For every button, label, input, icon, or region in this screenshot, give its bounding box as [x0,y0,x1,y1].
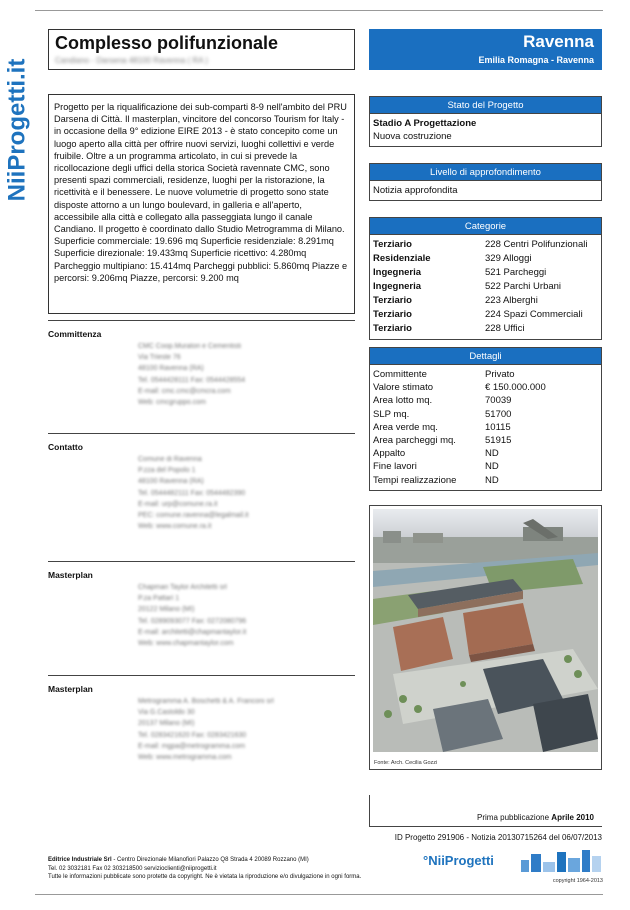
project-id-line: ID Progetto 291906 - Notizia 20130715264 del 06/07/2013 [394,833,602,842]
dettaglio-value: 70039 [485,395,512,407]
dettaglio-row [373,474,598,487]
entity-line: Web: www.comune.ra.it [138,523,212,531]
entity-line: E-mail: architetti@chapmantaylor.it [138,628,247,636]
entity-line: Web: cmcgruppo.com [138,399,206,407]
title-box [48,29,355,70]
categoria-sector: Ingegneria [373,281,422,292]
categoria-sector: Ingegneria [373,267,422,278]
project-rendering-image [373,509,598,752]
stato-heading: Stato del Progetto [370,97,601,114]
divider [48,561,355,562]
top-rule [35,10,603,11]
footer-address: - Centro Direzionale Milanofiori Palazzo Q8 Strada 4 20089 Rozzano (MI) [111,857,309,863]
dettaglio-row [373,368,598,381]
dettaglio-label: Valore stimato [373,382,434,394]
entity-line: Via G.Castoldo 30 [138,709,195,717]
entity-line: CMC Coop.Muratori e Cementisti [138,343,242,350]
publication-date: Aprile 2010 [551,813,594,822]
entity-line: 48100 Ravenna (RA) [138,478,204,486]
entity-line: Web: www.chapmantaylor.com [138,640,234,648]
project-description: Progetto per la riqualificazione dei sub-comparti 8-9 nell'ambito del PRU Darsena di Città. Il masterplan, vincitore del concorso Tourism for Italy - in occasione della 9° edizione EIRE 2013 - è stato concepito come un luogo aperto alla città per offrire nuovi servizi, luoghi collettivi e verde fruibile. Oltre a un programma articolato, in cui si prevede la ricollocazione degli uffici della storica Società ravennate CMC, sono presenti spazi commerciali, residenze, luoghi per la ristorazione, la ricettività e il benessere. Le nuove volumetrie di progetto sono state disposte attorno a un lungo boulevard, in galleria e all'aperto, accessibile alla città e collegato alla passeggiata lungo il canale Candiano. Il progetto è coordinato dallo Studio Metrogramma di Milano. Superficie commerciale: 19.696 mq Superficie residenziale: 8.291mq Superficie direzionale: 19.433mq Superficie ricettivo: 4.280mq Parcheggio multipiano: 15.414mq Parcheggi pubblici: 5.860mq Piazze e percorsi: 9.206mq Piazze, percorsi: 9.200 mq [54,102,348,283]
footer [48,856,428,882]
dettaglio-value: ND [485,474,499,486]
location-box [369,29,602,70]
entity-line: Tel. 0544428111 Fax: 0544428554 [138,376,246,384]
entity-committenza [48,320,355,408]
footer-company: Editrice Industriale Srl [48,857,112,863]
categoria-row [373,308,598,322]
entity-details [138,341,355,408]
dettagli-panel [369,347,602,491]
entity-role: Masterplan [48,570,93,580]
entity-line: E-mail: urp@comune.ra.it [138,500,218,508]
entity-line: Web: www.metrogramma.com [138,754,232,762]
divider [48,320,355,321]
entity-line: P.za Pattari 1 [138,595,180,603]
city-name: Ravenna [523,32,594,51]
categoria-value: 329 Alloggi [485,253,532,264]
footer-address-line [48,856,428,865]
side-brand-text: NiiProgetti.it [3,58,31,202]
dettaglio-value: 51700 [485,408,512,420]
dettaglio-row [373,447,598,460]
project-photo-box [369,505,602,770]
entity-line: Comune di Ravenna [138,456,202,463]
categoria-sector: Terziario [373,323,412,334]
entity-details [138,454,355,532]
categoria-sector: Terziario [373,239,412,250]
region-name: Emilia Romagna - Ravenna [478,55,594,65]
dettaglio-value: 10115 [485,421,511,433]
categoria-value: 522 Parchi Urbani [485,281,562,292]
entity-contatto [48,433,355,532]
entity-line: 48100 Ravenna (RA) [138,365,204,373]
entity-details [138,696,355,763]
dettaglio-row [373,394,598,407]
dettaglio-value: 51915 [485,435,512,447]
dettaglio-label: Committente [373,369,427,380]
dettaglio-label: Appalto [373,448,406,460]
categoria-value: 521 Parcheggi [485,267,547,278]
dettaglio-row [373,421,598,434]
entity-line: Metrogramma A. Boschetti & A. Franconi srl [138,698,274,705]
publication-label: Prima pubblicazione [477,813,550,822]
side-brand-logo [2,30,32,230]
dettaglio-row [373,408,598,421]
entity-masterplan-2 [48,675,355,763]
livello-value: Notizia approfondita [373,185,458,196]
page-title: Complesso polifunzionale [55,33,279,53]
categorie-heading: Categorie [370,218,601,235]
dettaglio-label: SLP mq. [373,408,410,420]
categoria-row [373,322,598,336]
categoria-row [373,252,598,266]
dettaglio-row [373,381,598,394]
categoria-value: 223 Alberghi [485,295,538,306]
dettaglio-row [373,434,598,447]
project-address: Candiano - Darsena 48100 Ravenna ( RA ) [55,56,208,65]
categoria-value: 224 Spazi Commerciali [485,309,583,320]
footer-copyright: copyright 1964-2013 [552,878,603,884]
first-publication [477,813,594,822]
entity-line: 20122 Milano (MI) [138,606,195,614]
stato-type: Nuova costruzione [373,131,452,142]
categoria-sector: Terziario [373,295,412,306]
dettaglio-label: Area parcheggi mq. [373,435,456,447]
dettaglio-value: Privato [485,369,515,380]
divider [48,433,355,434]
entity-details [138,582,355,649]
categoria-row [373,266,598,280]
entity-role: Masterplan [48,684,93,694]
entity-role: Committenza [48,329,102,339]
categoria-value: 228 Centri Polifunzionali [485,239,588,250]
dettaglio-value: ND [485,448,499,460]
dettaglio-label: Tempi realizzazione [373,474,457,486]
livello-heading: Livello di approfondimento [370,164,601,181]
footer-logo-text: °NiiProgetti [423,853,494,868]
footer-logo [423,848,603,884]
entity-line: Chapman Taylor Architetti srl [138,584,227,591]
dettaglio-label: Area lotto mq. [373,395,433,407]
stato-stage: Stadio A Progettazione [373,118,477,129]
entity-line: P.zza del Popolo 1 [138,467,196,475]
skyline-icon [521,850,601,872]
footer-contacts: Tel. 02 3032181 Fax 02 303218500 servizioclienti@niiprogetti.it [48,865,217,872]
categoria-sector: Terziario [373,309,412,320]
categoria-row [373,238,598,252]
bottom-rule [35,894,603,895]
dettaglio-label: Area verde mq. [373,421,438,433]
entity-line: Tel. 0544482111 Fax: 0544482390 [138,489,246,497]
entity-role: Contatto [48,442,83,452]
dettagli-heading: Dettagli [370,348,601,365]
footer-rights: Tutte le informazioni pubblicate sono protette da copyright. Ne è vietata la riproduzione e/o divulgazione in ogni forma. [48,874,362,880]
categoria-row [373,280,598,294]
photo-caption: Fonte: Arch. Cecilia Gozzi [374,760,438,766]
dettaglio-value: € 150.000.000 [485,382,546,394]
publication-box [369,795,602,827]
dettaglio-label: Fine lavori [373,461,417,473]
dettaglio-value: ND [485,461,499,473]
description-box [48,94,355,314]
entity-line: Tel. 0289093077 Fax: 0272080796 [138,617,247,625]
entity-line: Tel. 0283421620 Fax: 0283421630 [138,731,247,739]
stato-panel [369,96,602,147]
entity-line: E-mail: cmc.cmc@cmcra.com [138,387,231,395]
categoria-value: 228 Uffici [485,323,525,334]
entity-line: 20137 Milano (MI) [138,720,195,728]
entity-masterplan-1 [48,561,355,649]
dettaglio-row [373,460,598,473]
categorie-panel [369,217,602,340]
livello-panel [369,163,602,201]
entity-line: Via Trieste 76 [138,354,181,362]
categoria-sector: Residenziale [373,253,431,264]
entity-line: PEC: comune.ravenna@legalmail.it [138,512,249,520]
categoria-row [373,294,598,308]
entity-line: E-mail: mgpa@metrogramma.com [138,742,246,750]
divider [48,675,355,676]
